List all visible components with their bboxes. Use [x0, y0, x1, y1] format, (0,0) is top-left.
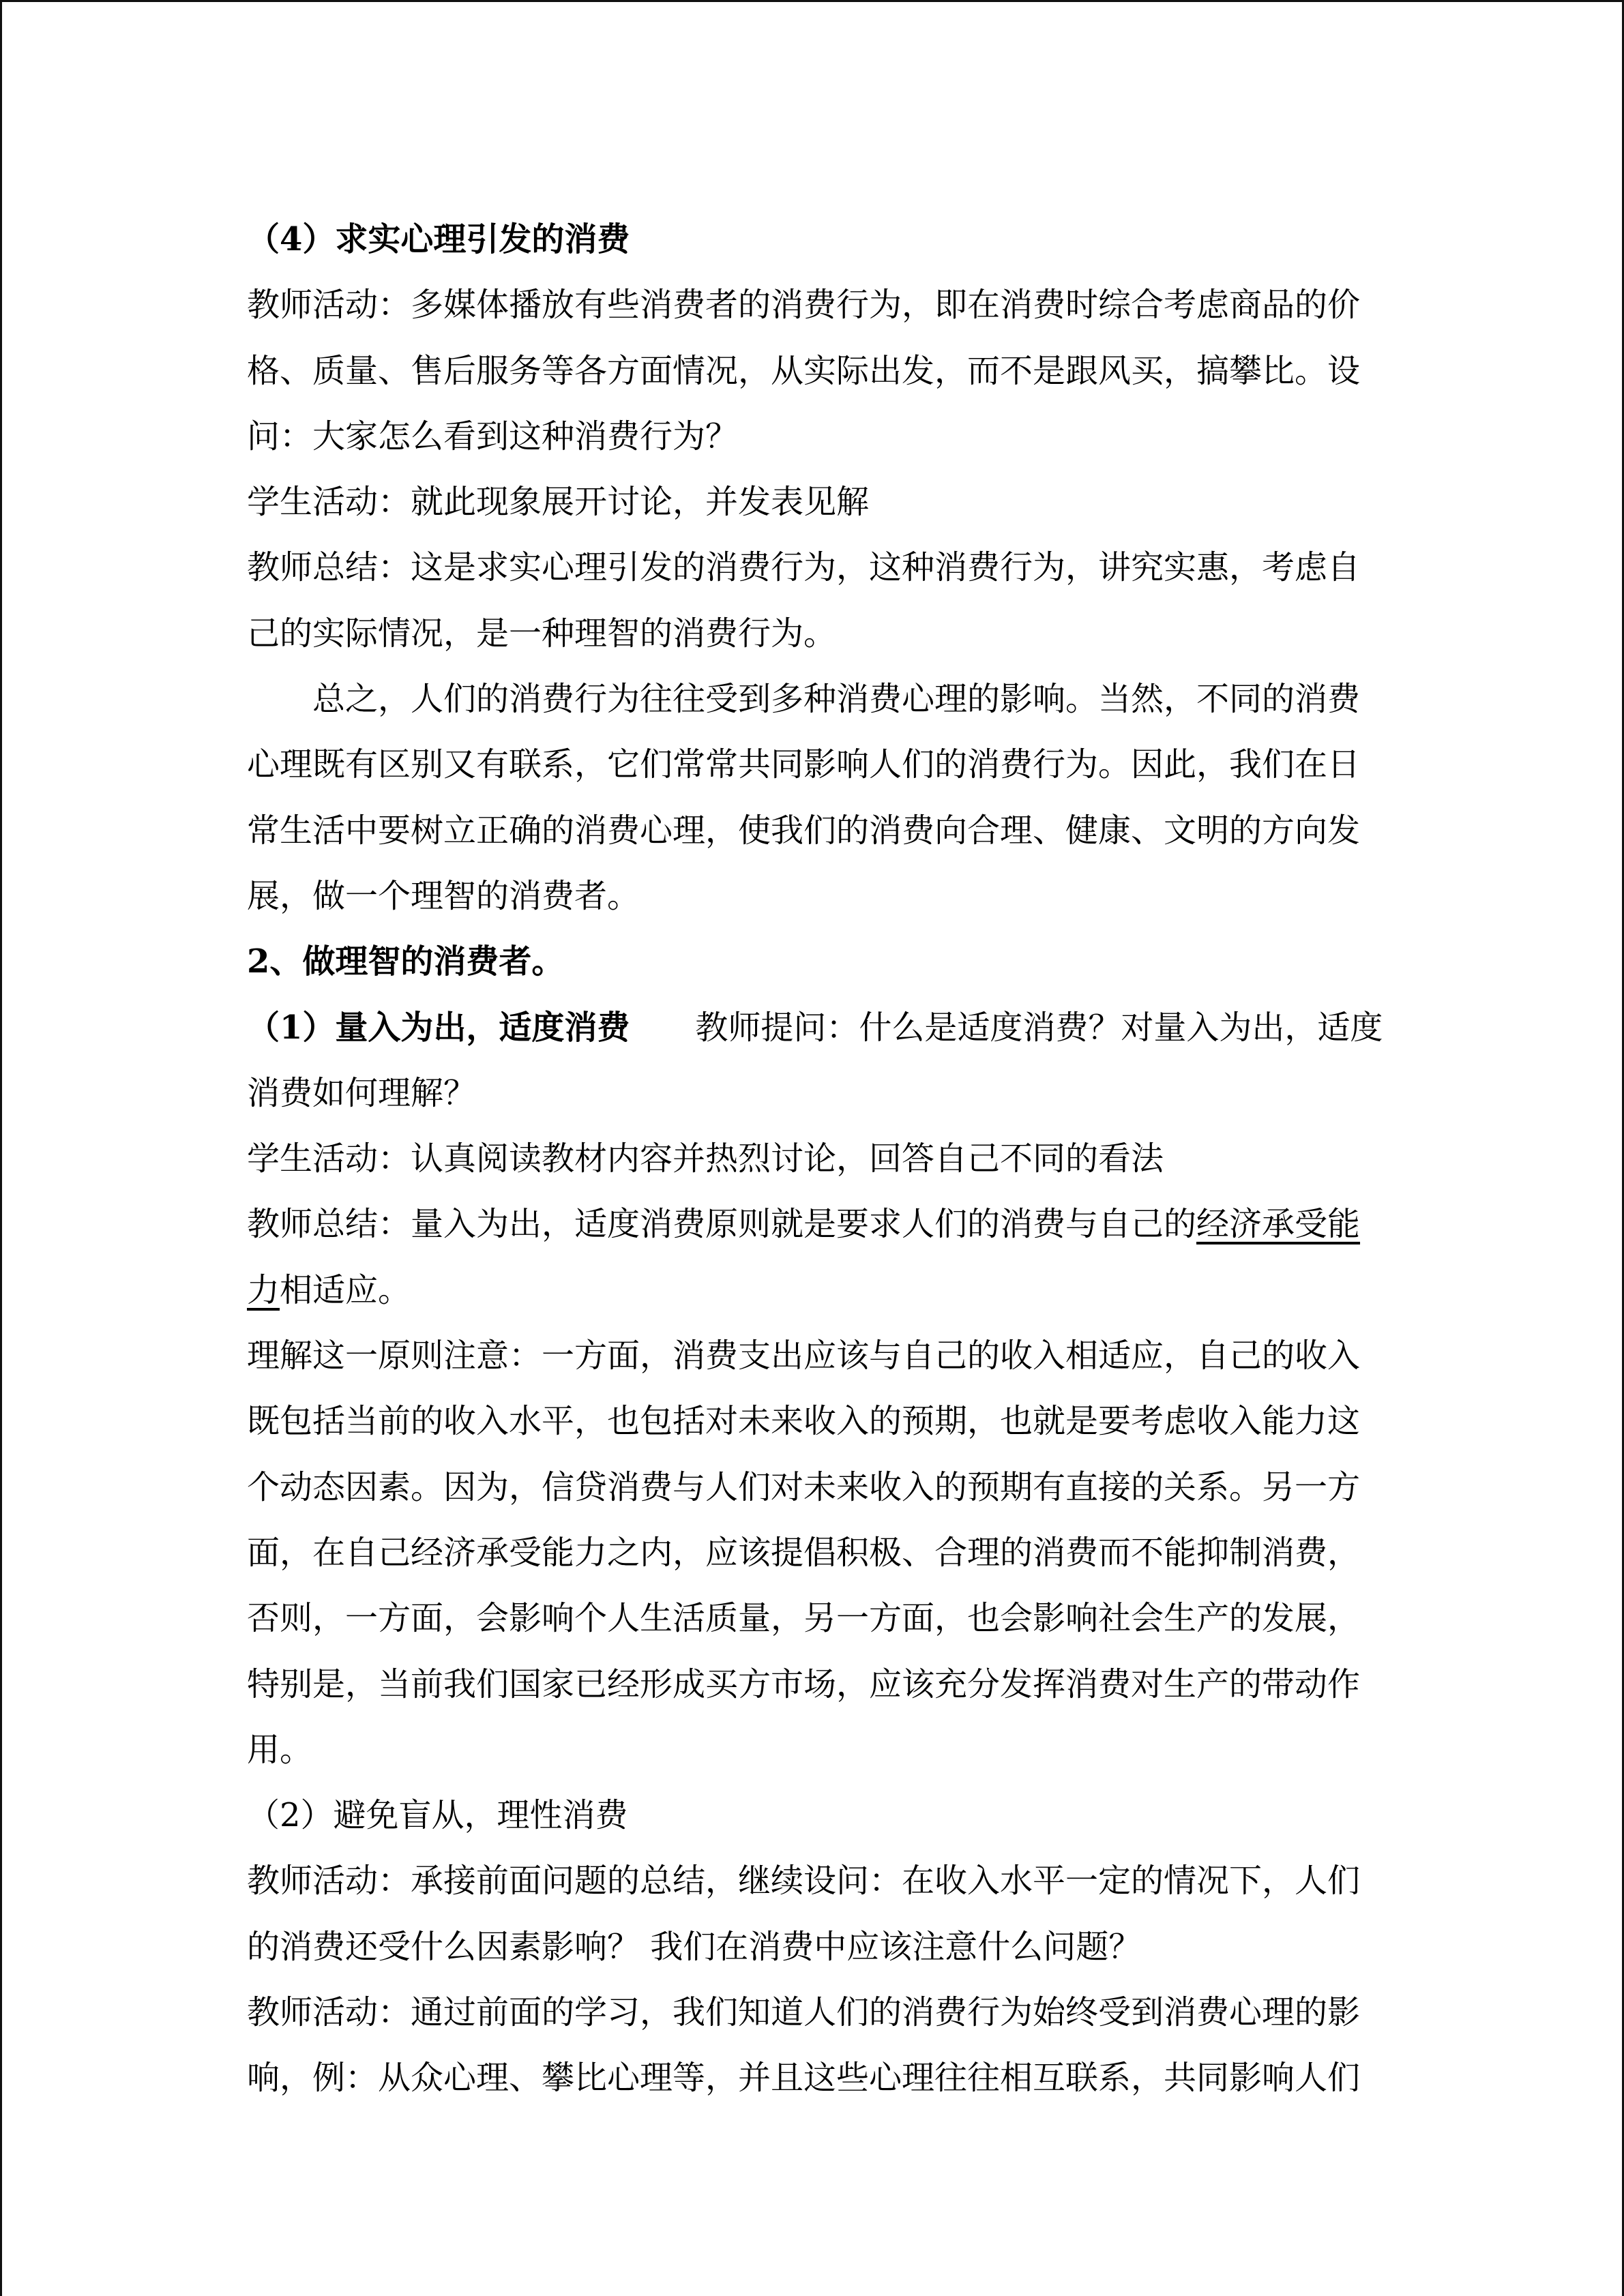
text-line: [247, 1257, 1383, 1323]
text-line: 既包括当前的收入水平，也包括对未来收入的预期，也就是要考虑收入能力这: [247, 1402, 1361, 1441]
text-line: [247, 995, 1383, 1060]
section-heading: （4）求实心理引发的消费: [247, 220, 630, 258]
paragraph-first-line: 总之，人们的消费行为往往受到多种消费心理的影响。当然，不同的消费: [312, 680, 1361, 719]
inline-question: 教师提问：什么是适度消费？对量入为出，适度: [695, 1008, 1383, 1047]
text-line: 消费如何理解？: [247, 1073, 477, 1112]
underlined-term: 经济承受能: [1196, 1205, 1361, 1244]
text-segment: 教师总结：量入为出，适度消费原则就是要求人们的消费与自己的: [247, 1205, 1197, 1244]
text-line: 响，例：从众心理、攀比心理等，并且这些心理往往相互联系，共同影响人们: [247, 2059, 1361, 2098]
text-line: 展，做一个理智的消费者。: [247, 876, 640, 915]
text-line: [247, 1191, 1383, 1257]
subsection-heading: （2）避免盲从，理性消费: [247, 1796, 628, 1835]
text-line: 格、质量、售后服务等各方面情况，从实际出发，而不是跟风买，搞攀比。设: [247, 351, 1361, 390]
document-body: [247, 207, 1383, 2111]
text-line: 教师活动：承接前面问题的总结，继续设问：在收入水平一定的情况下，人们: [247, 1862, 1361, 1900]
text-line: 学生活动：就此现象展开讨论，并发表见解: [247, 483, 870, 522]
text-line: 教师总结：这是求实心理引发的消费行为，这种消费行为，讲究实惠，考虑自: [247, 548, 1361, 587]
text-segment: 相适应。: [280, 1270, 411, 1309]
text-line: 的消费还受什么因素影响？ 我们在消费中应该注意什么问题？: [247, 1927, 1142, 1966]
text-line: 特别是，当前我们国家已经形成买方市场，应该充分发挥消费对生产的带动作: [247, 1665, 1361, 1703]
text-line: 常生活中要树立正确的消费心理，使我们的消费向合理、健康、文明的方向发: [247, 811, 1361, 850]
subsection-heading: （1）量入为出，适度消费: [247, 1008, 630, 1047]
text-line: 个动态因素。因为，信贷消费与人们对未来收入的预期有直接的关系。另一方: [247, 1467, 1361, 1506]
text-line: 心理既有区别又有联系，它们常常共同影响人们的消费行为。因此，我们在日: [247, 745, 1361, 784]
text-line: 面，在自己经济承受能力之内，应该提倡积极、合理的消费而不能抑制消费，: [247, 1533, 1361, 1572]
section-heading: 2、做理智的消费者。: [247, 942, 565, 981]
underlined-term: 力: [247, 1270, 280, 1309]
text-line: 己的实际情况，是一种理智的消费行为。: [247, 614, 837, 653]
text-line: 否则，一方面，会影响个人生活质量，另一方面，也会影响社会生产的发展，: [247, 1599, 1361, 1638]
text-line: 问：大家怎么看到这种消费行为？: [247, 417, 739, 456]
text-line: 用。: [247, 1730, 313, 1769]
text-line: 教师活动：通过前面的学习，我们知道人们的消费行为始终受到消费心理的影: [247, 1993, 1361, 2032]
text-line: 理解这一原则注意：一方面，消费支出应该与自己的收入相适应，自己的收入: [247, 1337, 1361, 1375]
text-line: 学生活动：认真阅读教材内容并热烈讨论，回答自己不同的看法: [247, 1139, 1164, 1178]
text-line: 教师活动：多媒体播放有些消费者的消费行为，即在消费时综合考虑商品的价: [247, 286, 1361, 325]
